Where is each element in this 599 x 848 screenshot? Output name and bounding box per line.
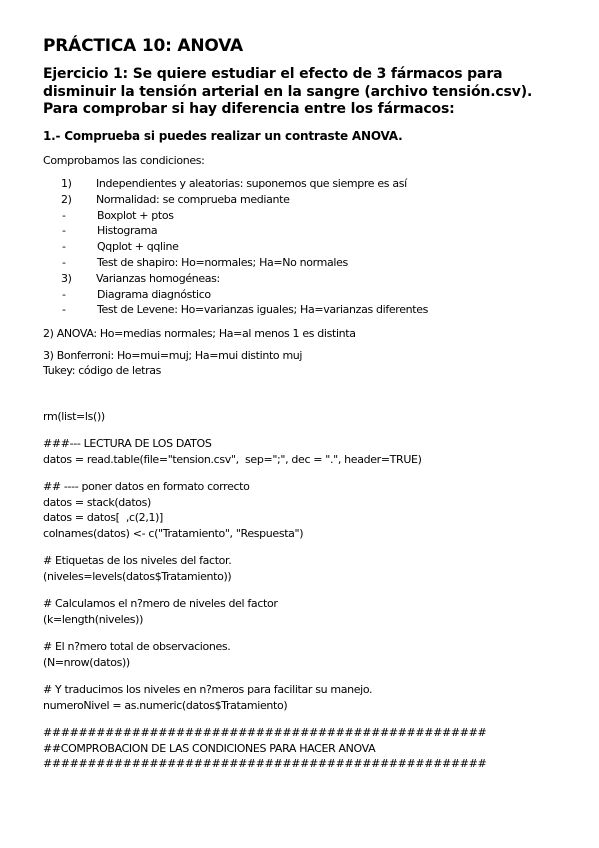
exercise-statement: Ejercicio 1: Se quiere estudiar el efecto de 3 fármacos para disminuir la tensión arterial en la sangre (archivo tensión.csv). Para comprobar si hay diferencia entre los fármacos: — [43, 66, 533, 117]
document-page — [43, 36, 563, 772]
list-marker: - — [62, 287, 66, 301]
list-item — [43, 176, 563, 192]
tukey-note: Tukey: código de letras — [43, 364, 162, 378]
code-line: (k=length(niveles)) — [43, 612, 144, 626]
code-comment: ##COMPROBACION DE LAS CONDICIONES PARA HACER ANOVA — [43, 741, 376, 755]
code-comment: ###--- LECTURA DE LOS DATOS — [43, 437, 212, 451]
code-line: numeroNivel = as.numeric(datos$Tratamiento) — [43, 698, 288, 712]
list-marker: 1) — [61, 177, 72, 190]
list-item-text: Test de shapiro: Ho=normales; Ha=No normales — [97, 255, 348, 269]
list-item — [43, 239, 563, 255]
conditions-list — [43, 176, 563, 318]
code-line: datos = read.table(file="tension.csv", sep=";", dec = ".", header=TRUE) — [43, 452, 422, 466]
page-title: PRÁCTICA 10: ANOVA — [43, 36, 243, 56]
list-marker: - — [62, 240, 66, 254]
list-marker: - — [62, 255, 66, 269]
list-item-text: Qqplot + qqline — [97, 240, 179, 254]
list-item-text: Test de Levene: Ho=varianzas iguales; Ha=varianzas diferentes — [97, 303, 429, 317]
list-marker: - — [62, 224, 66, 238]
list-marker: 3) — [61, 271, 72, 285]
list-item — [43, 208, 563, 224]
code-line: datos = datos[ ,c(2,1)] — [43, 511, 164, 525]
list-marker: 2) — [61, 192, 72, 206]
code-line: rm(list=ls()) — [43, 409, 105, 423]
intro-text: Comprobamos las condiciones: — [43, 153, 205, 167]
list-item-text: Varianzas homogéneas: — [96, 271, 220, 285]
code-comment: # Etiquetas de los niveles del factor. — [43, 554, 232, 568]
code-line: colnames(datos) <- c("Tratamiento", "Respuesta") — [43, 526, 304, 540]
code-line: (N=nrow(datos)) — [43, 655, 130, 669]
list-item-text: Diagrama diagnóstico — [97, 287, 211, 301]
code-divider: ################################################## — [43, 726, 487, 740]
list-item-text: Boxplot + ptos — [97, 208, 174, 222]
question-heading: 1.- Comprueba si puedes realizar un contraste ANOVA. — [43, 128, 403, 143]
list-item-text: Normalidad: se comprueba mediante — [96, 192, 290, 206]
code-comment: # Calculamos el n?mero de niveles del factor — [43, 597, 278, 611]
list-item — [43, 192, 563, 208]
list-item — [43, 223, 563, 239]
list-marker: - — [62, 208, 66, 222]
list-item — [43, 255, 563, 271]
anova-hypothesis: 2) ANOVA: Ho=medias normales; Ha=al menos 1 es distinta — [43, 327, 356, 341]
code-comment: # Y traducimos los niveles en n?meros para facilitar su manejo. — [43, 683, 373, 697]
code-comment: ## ---- poner datos en formato correcto — [43, 480, 250, 494]
bonferroni-hypothesis: 3) Bonferroni: Ho=mui=muj; Ha=mui distinto muj — [43, 348, 303, 362]
list-item — [43, 271, 563, 287]
code-divider: ################################################## — [43, 757, 487, 771]
list-marker: - — [62, 303, 66, 317]
code-line: (niveles=levels(datos$Tratamiento)) — [43, 569, 232, 583]
code-comment: # El n?mero total de observaciones. — [43, 640, 231, 654]
list-item-text: Independientes y aleatorias: suponemos que siempre es así — [96, 177, 407, 190]
list-item-text: Histograma — [97, 224, 158, 238]
list-item — [43, 287, 563, 303]
list-item — [43, 302, 563, 318]
code-line: datos = stack(datos) — [43, 495, 151, 509]
